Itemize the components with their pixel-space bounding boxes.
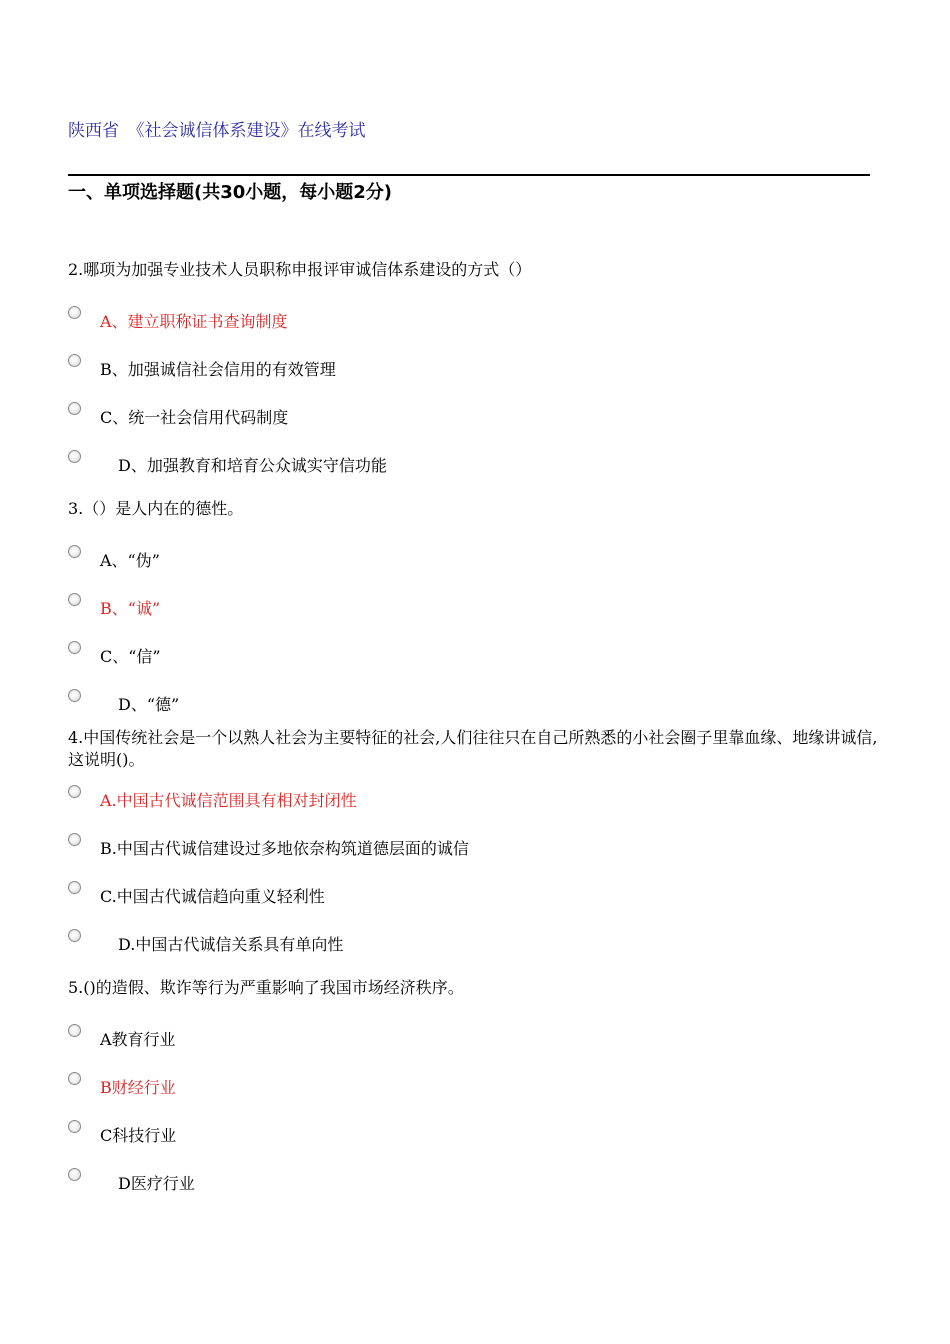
option-label: B、加强诚信社会信用的有效管理 bbox=[100, 360, 336, 379]
option-label: A、建立职称证书查询制度 bbox=[100, 312, 288, 331]
option-label: C、“信” bbox=[100, 647, 161, 666]
radio-button-icon[interactable] bbox=[68, 354, 81, 367]
radio-button-icon[interactable] bbox=[68, 1024, 81, 1037]
option-row[interactable] bbox=[68, 545, 160, 569]
option-row[interactable] bbox=[68, 1072, 176, 1096]
radio-button-icon[interactable] bbox=[68, 689, 81, 702]
radio-button-icon[interactable] bbox=[68, 402, 81, 415]
option-row[interactable] bbox=[68, 785, 357, 809]
exam-title: 陕西省 《社会诚信体系建设》在线考试 bbox=[68, 121, 366, 141]
option-row[interactable] bbox=[68, 689, 179, 713]
option-label: A教育行业 bbox=[100, 1030, 176, 1049]
option-label: B、“诚” bbox=[100, 599, 161, 618]
option-label: D.中国古代诚信关系具有单向性 bbox=[118, 935, 344, 954]
option-label: B财经行业 bbox=[100, 1078, 176, 1097]
option-row[interactable] bbox=[68, 306, 288, 330]
radio-button-icon[interactable] bbox=[68, 593, 81, 606]
option-row[interactable] bbox=[68, 450, 387, 474]
option-label: C、统一社会信用代码制度 bbox=[100, 408, 289, 427]
option-label: C科技行业 bbox=[100, 1126, 177, 1145]
option-label: D、“德” bbox=[118, 695, 180, 714]
option-label: B.中国古代诚信建设过多地依奈构筑道德层面的诚信 bbox=[100, 839, 469, 858]
option-row[interactable] bbox=[68, 881, 325, 905]
option-row[interactable] bbox=[68, 593, 160, 617]
radio-button-icon[interactable] bbox=[68, 785, 81, 798]
radio-button-icon[interactable] bbox=[68, 641, 81, 654]
radio-button-icon[interactable] bbox=[68, 1120, 81, 1133]
radio-button-icon[interactable] bbox=[68, 1072, 81, 1085]
title-divider bbox=[68, 174, 870, 176]
question-text: 3.（）是人内在的德性。 bbox=[68, 499, 244, 518]
radio-button-icon[interactable] bbox=[68, 833, 81, 846]
radio-button-icon[interactable] bbox=[68, 545, 81, 558]
option-row[interactable] bbox=[68, 1024, 176, 1048]
section-heading: 一、单项选择题(共30小题，每小题2分) bbox=[68, 182, 393, 203]
option-row[interactable] bbox=[68, 929, 343, 953]
radio-button-icon[interactable] bbox=[68, 929, 81, 942]
question-text: 4.中国传统社会是一个以熟人社会为主要特征的社会,人们往往只在自己所熟悉的小社会圈子里靠血缘、地缘讲诚信,这说明()。 bbox=[68, 728, 878, 769]
option-row[interactable] bbox=[68, 833, 469, 857]
option-row[interactable] bbox=[68, 1168, 195, 1192]
option-row[interactable] bbox=[68, 1120, 176, 1144]
option-row[interactable] bbox=[68, 641, 161, 665]
option-row[interactable] bbox=[68, 402, 288, 426]
radio-button-icon[interactable] bbox=[68, 881, 81, 894]
option-label: A、“伪” bbox=[100, 551, 160, 570]
question-text: 5.()的造假、欺诈等行为严重影响了我国市场经济秩序。 bbox=[68, 978, 464, 997]
radio-button-icon[interactable] bbox=[68, 1168, 81, 1181]
option-label: D医疗行业 bbox=[118, 1174, 195, 1193]
option-label: A.中国古代诚信范围具有相对封闭性 bbox=[100, 791, 357, 810]
option-row[interactable] bbox=[68, 354, 336, 378]
question-text: 2.哪项为加强专业技术人员职称申报评审诚信体系建设的方式（） bbox=[68, 260, 532, 279]
radio-button-icon[interactable] bbox=[68, 306, 81, 319]
option-label: C.中国古代诚信趋向重义轻利性 bbox=[100, 887, 325, 906]
option-label: D、加强教育和培育公众诚实守信功能 bbox=[118, 456, 387, 475]
radio-button-icon[interactable] bbox=[68, 450, 81, 463]
